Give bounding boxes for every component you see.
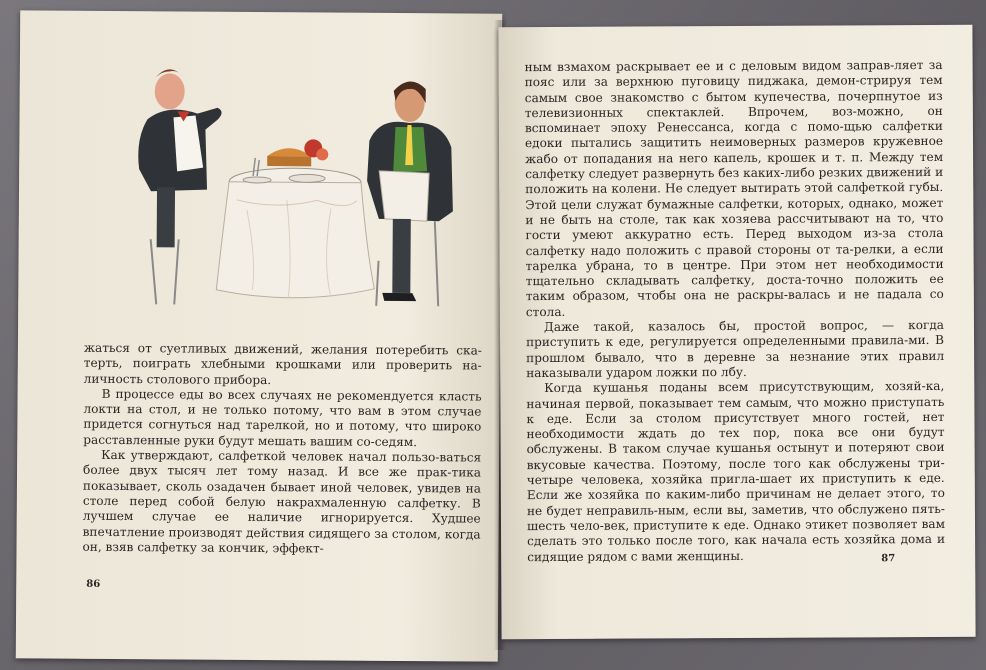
right-man-figure xyxy=(366,81,454,306)
paragraph: Когда кушанья поданы всем присутствующим, хозяй-ка, начиная первой, показывает тем самым, что можно приступать к еде. Если за столом присутствует много гостей, нет необходимости ждать до тех пор, пока все они будут обслужены. В таком случае кушанья остынут и потеряют свои вкусовые качества. Поэтому, после того как обслужены три-четыре человека, хозяйка пригла-шает их приступить к еде. Если же хозяйка по каким-либо причинам не делает этого, то не будет неправиль-ным, если вы, заметив, что обслужено пять-шесть чело-век, приступите к еде. Однако этикет позволяет вам сделать это только после того, как начала есть хозяйка дома и сидящие рядом с вами женщины. xyxy=(526,379,946,564)
page-number-left: 86 xyxy=(86,578,101,590)
table-with-cloth xyxy=(216,139,375,299)
paragraph: жаться от суетливых движений, желания потеребить ска-терть, поиграть хлебными крошками или проверить на-личность столового прибора. xyxy=(83,340,482,387)
left-page-text xyxy=(82,341,481,558)
right-page-text xyxy=(525,58,946,565)
paragraph: Даже такой, казалось бы, простой вопрос, — когда приступить к еде, регулируется определенными правила-ми. В прошлом бывало, что в деревне за незнание этих правил наказывали ударом ложки по лбу. xyxy=(526,317,945,381)
paragraph: ным взмахом раскрывает ее и с деловым видом заправ-ляет за пояс или за верхнюю пуговицу пиджака, демон-стрируя тем самым свое знакомство с бытом купечества, почерпнутое из телевизионных спектаклей. Впрочем, воз-можно, он вспоминает эпоху Ренессанса, когда с помо-щью салфетки едоки пытались защитить неимоверных размеров кружевное жабо от попадания на него капель, крошек и т. п. Между тем салфетку следует развернуть без каких-либо резких движений и положить на колени. Не следует вытирать этой салфеткой губы. Этой цели служат бумажные салфетки, которых, однако, может и не быть на столе, так как хозяева рассчитывают на то, что гости умеют аккуратно есть. Перед выходом из-за стола салфетку надо положить с правой стороны от та-релки, а если тарелка убрана, то в центре. При этом нет необходимости тщательно складывать салфетку, доста-точно положить ее таким образом, чтобы она не раскры-валась и не падала со стола. xyxy=(524,57,944,319)
right-page xyxy=(498,25,975,639)
page-number-right: 87 xyxy=(881,553,896,565)
paragraph: В процессе еды во всех случаях не рекомендуется класть локти на стол, и не только потому, что вам в этом случае придется согнуться над тарелкой, но и потому, что широко расставленные руки будут мешать вашим со-седям. xyxy=(83,386,482,449)
left-page xyxy=(16,10,503,661)
paragraph: Как утверждают, салфеткой человек начал пользо-ваться более двух тысяч лет тому назад. И все же прак-тика показывает, сколь озадачен бывает иной человек, увидев на столе перед собой белую накрахмаленную салфетку. В лучшем случае ее наличие игнорируется. Худшее впечатление производят действия сидящего за столом, когда он, взяв салфетку за кончик, эффект- xyxy=(82,447,482,556)
dinner-table-illustration xyxy=(116,59,458,311)
left-man-figure xyxy=(137,69,222,305)
